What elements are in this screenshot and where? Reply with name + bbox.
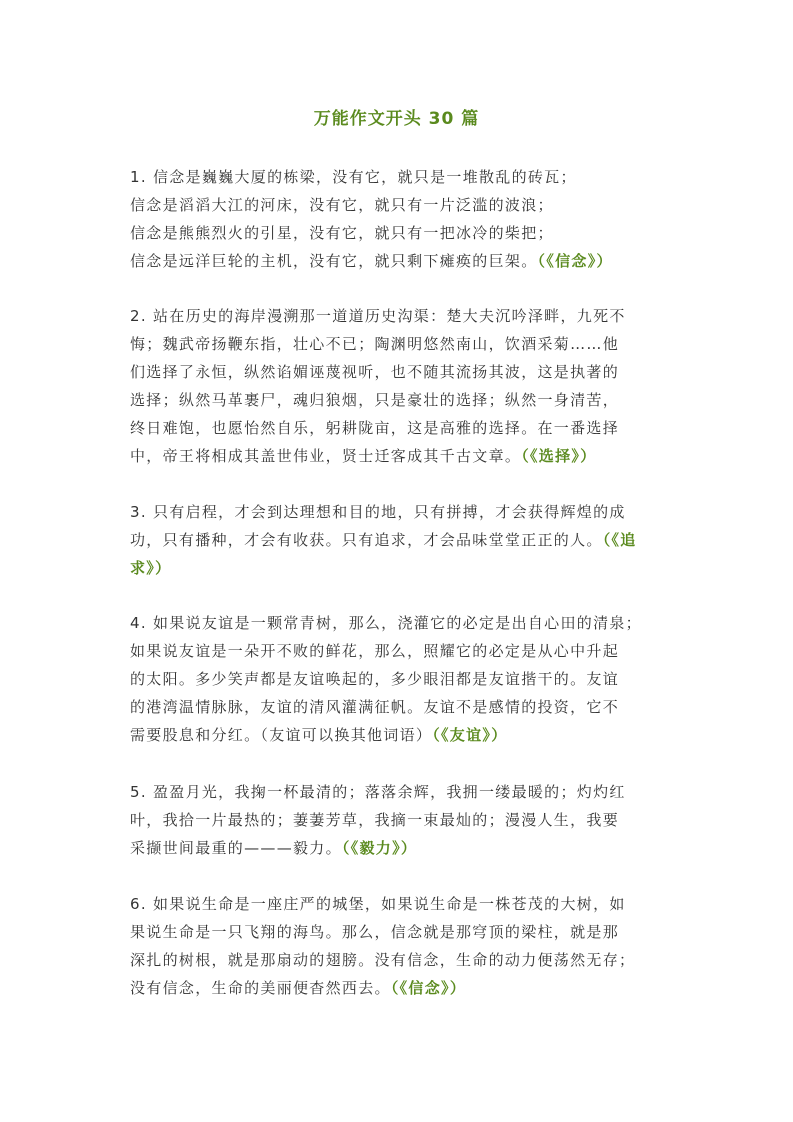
paragraph-line: 悔；魏武帝扬鞭东指，壮心不已；陶渊明悠然南山，饮酒采菊……他 (130, 335, 620, 353)
paragraph-line: 信念是滔滔大江的河床，没有它，就只有一片泛滥的波浪； (130, 196, 554, 214)
paragraph-line: 2. 站在历史的海岸漫溯那一道道历史沟渠：楚大夫沉吟泽畔，九死不 (130, 307, 626, 325)
paragraph-line: 深扎的树根，就是那扇动的翅膀。没有信念，生命的动力便荡然无存； (130, 951, 636, 969)
paragraph-3 (130, 498, 670, 582)
paragraph-line: 5. 盈盈月光，我掬一杯最清的；落落余辉，我拥一缕最暖的；灼灼红 (130, 783, 626, 801)
paragraph-line: 采撷世间最重的———毅力。（《毅力》） (130, 839, 418, 857)
title-reference: 求》） (130, 559, 172, 577)
paragraph-line: 的港湾温情脉脉，友谊的清风灌满征帆。友谊不是感情的投资，它不 (130, 698, 620, 716)
paragraph-line (130, 554, 670, 582)
paragraph-line: 如果说友谊是一朵开不败的鲜花，那么，照耀它的必定是从心中升起 (130, 642, 620, 660)
title-reference: （《信念》） (390, 979, 467, 997)
paragraph-line: 6. 如果说生命是一座庄严的城堡，如果说生命是一株苍茂的大树，如 (130, 895, 626, 913)
title-reference: （《友谊》） (432, 726, 508, 744)
paragraph-line: 没有信念，生命的美丽便杳然西去。（《信念》） (130, 979, 467, 997)
paragraph-line: 3. 只有启程，才会到达理想和目的地，只有拼搏，才会获得辉煌的成 (130, 503, 626, 521)
paragraph-4 (130, 609, 670, 749)
paragraph-line: 的太阳。多少笑声都是友谊唤起的，多少眼泪都是友谊揩干的。友谊 (130, 670, 620, 688)
title-reference: （《追 (602, 531, 637, 549)
title-reference: （《选择》） (521, 447, 597, 465)
paragraph-line: 需要股息和分红。（友谊可以换其他词语）（《友谊》） (130, 726, 508, 744)
paragraph-line: 功，只有播种，才会有收获。只有追求，才会品味堂堂正正的人。（《追 (130, 531, 637, 549)
paragraph-line: 信念是远洋巨轮的主机，没有它，就只剩下瘫痪的巨架。（《信念》） (130, 252, 613, 270)
page-title: 万能作文开头 30 篇 (313, 109, 480, 129)
paragraph-1 (130, 163, 670, 275)
paragraph-2 (130, 302, 670, 470)
paragraph-line: 中，帝王将相成其盖世伟业，贤士迁客成其千古文章。（《选择》） (130, 447, 597, 465)
title-reference: （《信念》） (537, 252, 613, 270)
paragraph-line: 4. 如果说友谊是一颗常青树，那么，浇灌它的必定是出自心田的清泉； (130, 614, 642, 632)
paragraph-line: 信念是熊熊烈火的引星，没有它，就只有一把冰冷的柴把； (130, 224, 554, 242)
paragraph-line: 们选择了永恒，纵然谄媚诬蔑视听，也不随其流扬其波，这是执著的 (130, 363, 620, 381)
paragraph-line: 1. 信念是巍巍大厦的栋梁，没有它，就只是一堆散乱的砖瓦； (130, 168, 577, 186)
title-reference: （《毅力》） (341, 839, 418, 857)
paragraph-line: 终日难饱，也愿怡然自乐，躬耕陇亩，这是高雅的选择。在一番选择 (130, 419, 620, 437)
paragraph-5 (130, 778, 670, 862)
paragraph-line: 叶，我拾一片最热的；萋萋芳草，我摘一束最灿的；漫漫人生，我要 (130, 811, 620, 829)
paragraph-6 (130, 890, 670, 1002)
paragraph-line: 选择；纵然马革裹尸，魂归狼烟，只是豪壮的选择；纵然一身清苦， (130, 391, 620, 409)
paragraph-line: 果说生命是一只飞翔的海鸟。那么，信念就是那穹顶的梁柱，就是那 (130, 923, 620, 941)
